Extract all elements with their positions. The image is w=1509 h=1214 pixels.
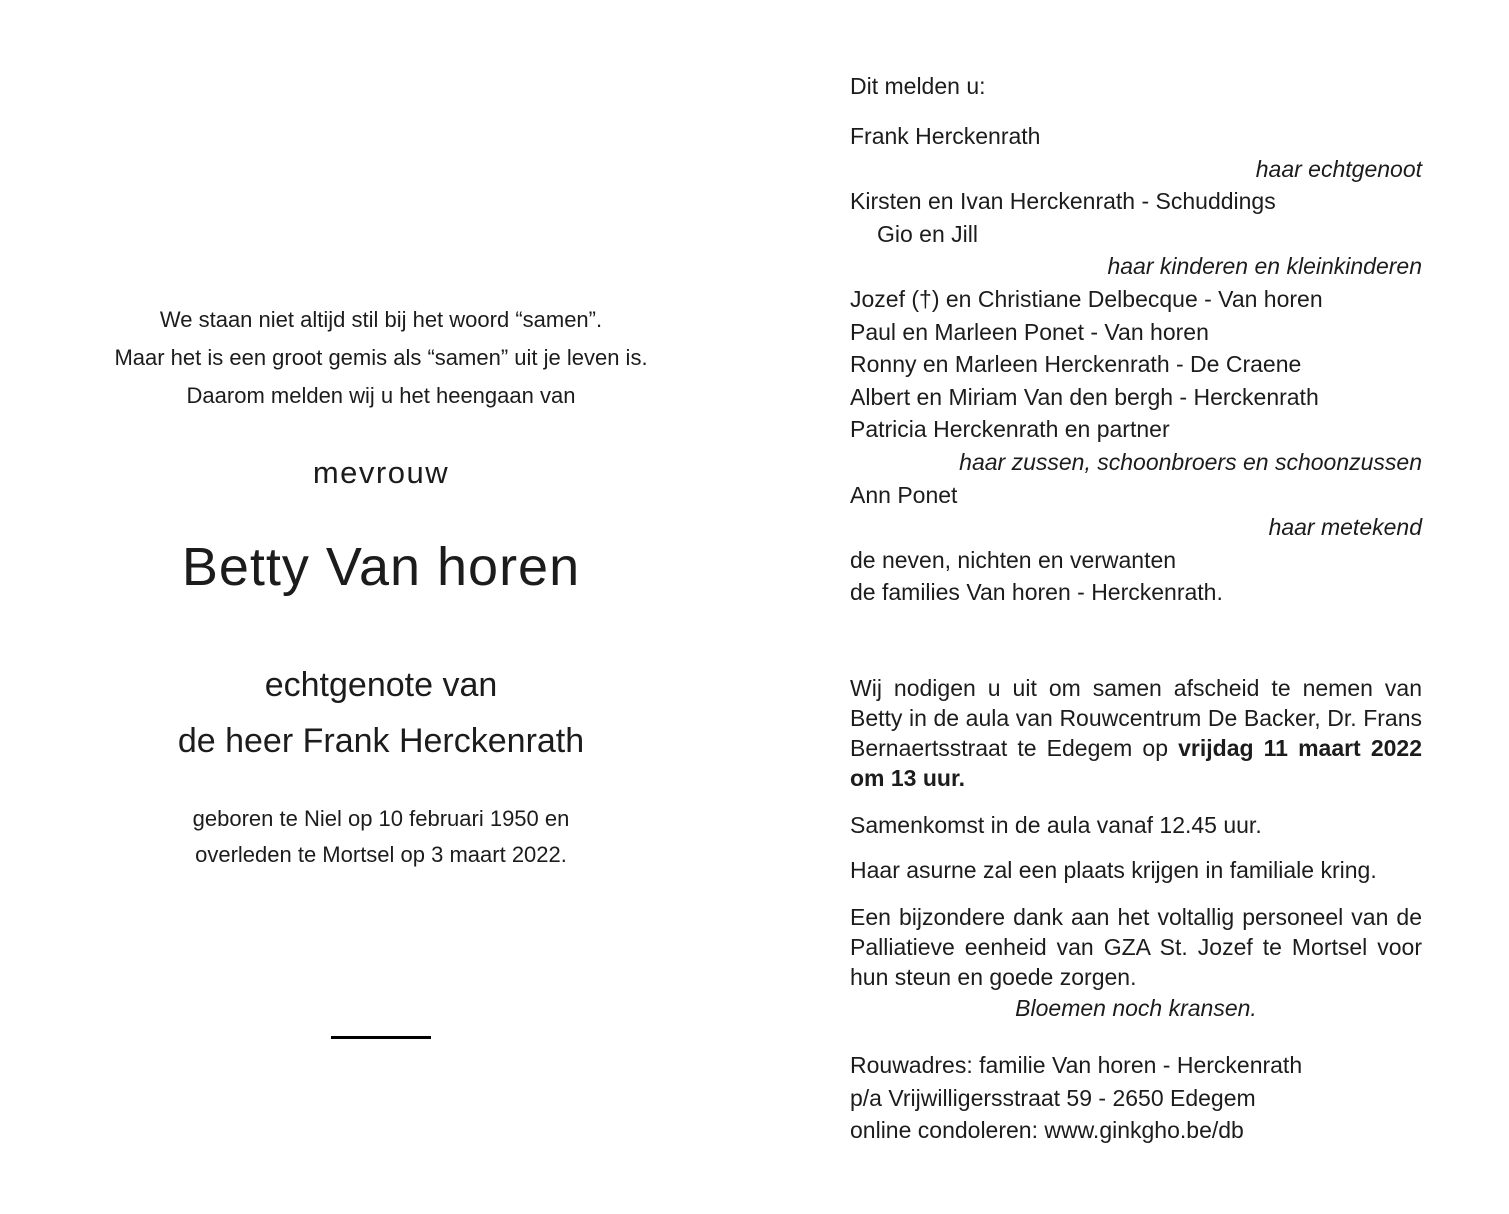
family-line: Patricia Herckenrath en partner <box>850 416 1170 443</box>
family-list <box>850 120 1422 609</box>
flowers-note: Bloemen noch kransen. <box>1015 995 1257 1021</box>
family-line: Jozef (†) en Christiane Delbecque - Van horen <box>850 285 1323 312</box>
invitation-text: Wij nodigen u uit om samen afscheid te nemen van Betty in de aula van Rouwcentrum De Backer, Dr. Frans Bernaertsstraat te Edegem op <box>850 675 1422 761</box>
family-relation-line: haar metekend <box>1268 514 1422 541</box>
family-line: de families Van horen - Herckenrath. <box>850 579 1223 606</box>
relation-line: echtgenote van <box>264 666 498 704</box>
death-line: overleden te Mortsel op 3 maart 2022. <box>195 842 567 867</box>
invitation-date-bold: vrijdag 11 maart 2022 om 13 uur. <box>850 735 1422 791</box>
family-line: Albert en Miriam Van den bergh - Herckenrath <box>850 383 1319 410</box>
address-line: p/a Vrijwilligersstraat 59 - 2650 Edegem <box>850 1084 1256 1111</box>
family-relation-line: haar echtgenoot <box>1255 155 1422 182</box>
thanks-paragraph: Een bijzondere dank aan het voltallig personeel van de Palliatieve eenheid van GZA St. Jozef te Mortsel voor hun steun en goede zorgen. <box>850 904 1422 990</box>
address-line: Rouwadres: familie Van horen - Herckenrath <box>850 1052 1303 1078</box>
left-page <box>60 0 702 1214</box>
family-relation-line: haar kinderen en kleinkinderen <box>1107 253 1422 280</box>
life-dates <box>60 801 702 873</box>
divider-line <box>331 1036 431 1039</box>
verse-line: Daarom melden wij u het heengaan van <box>186 383 576 408</box>
verse-line: We staan niet altijd stil bij het woord “samen”. <box>159 307 603 332</box>
family-line: Gio en Jill <box>877 220 978 247</box>
family-line: Paul en Marleen Ponet - Van horen <box>850 318 1209 345</box>
mourning-address <box>850 1049 1422 1147</box>
urn-info: Haar asurne zal een plaats krijgen in familiale kring. <box>850 857 1377 883</box>
family-line: de neven, nichten en verwanten <box>850 546 1177 573</box>
spouse-relation <box>60 657 702 769</box>
opening-verse <box>60 301 702 415</box>
announcement-intro: Dit melden u: <box>850 73 986 99</box>
gathering-info: Samenkomst in de aula vanaf 12.45 uur. <box>850 812 1262 838</box>
birth-line: geboren te Niel op 10 februari 1950 en <box>192 806 570 831</box>
verse-line: Maar het is een groot gemis als “samen” uit je leven is. <box>114 345 648 370</box>
family-line: Ronny en Marleen Herckenrath - De Craene <box>850 351 1302 378</box>
right-page <box>850 0 1422 1214</box>
family-line: Frank Herckenrath <box>850 123 1041 149</box>
farewell-invitation <box>850 673 1422 793</box>
family-relation-line: haar zussen, schoonbroers en schoonzussen <box>959 448 1422 475</box>
deceased-name: Betty Van horen <box>181 537 581 597</box>
condolence-url-line: online condoleren: www.ginkgho.be/db <box>850 1117 1244 1143</box>
family-line: Ann Ponet <box>850 481 958 508</box>
title-prefix: mevrouw <box>312 455 450 490</box>
relation-line: de heer Frank Herckenrath <box>177 722 585 760</box>
family-line: Kirsten en Ivan Herckenrath - Schuddings <box>850 188 1276 215</box>
